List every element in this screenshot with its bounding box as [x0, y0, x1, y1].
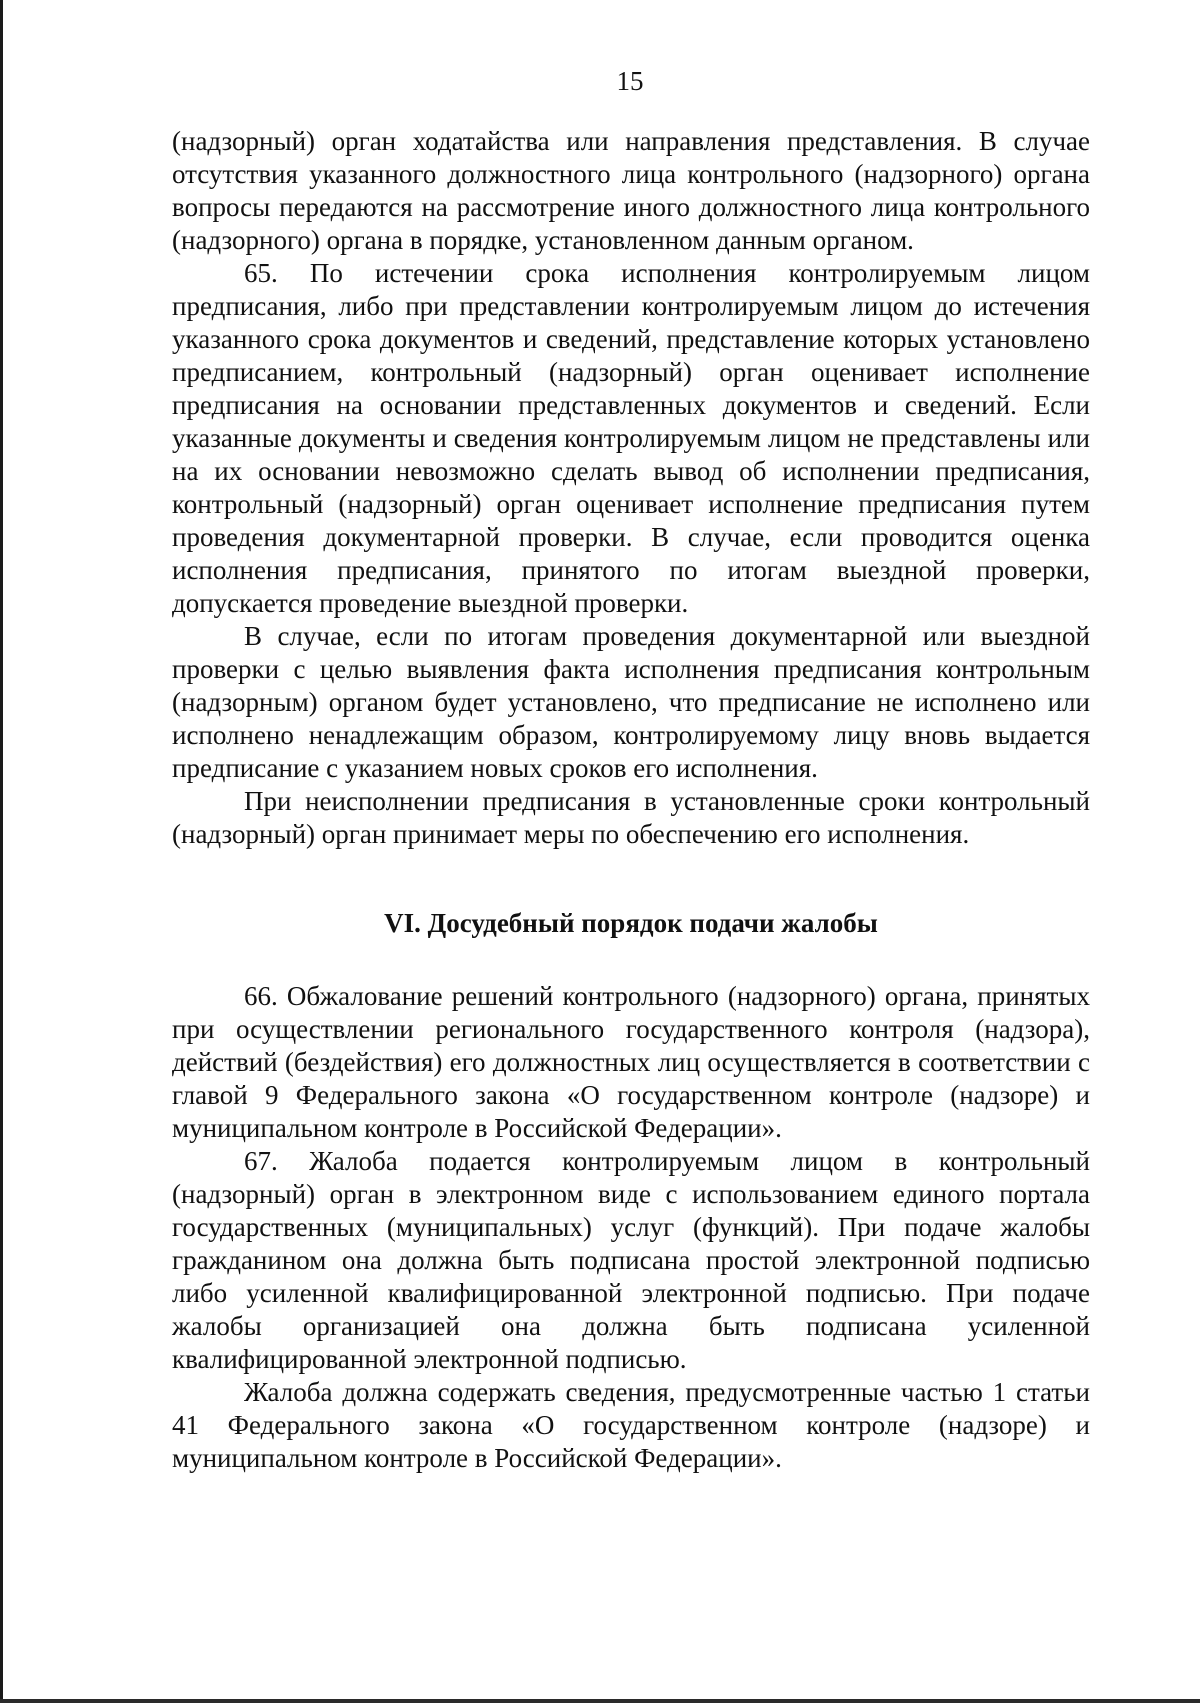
page-number: 15: [616, 66, 644, 96]
document-body: [172, 125, 1090, 1475]
section-heading: VI. Досудебный порядок подачи жалобы: [384, 908, 878, 938]
paragraph-continuation: (надзорный) орган ходатайства или направления представления. В случае отсутствия указанного должностного лица контрольного (надзорного) органа вопросы передаются на рассмотрение иного должностного лица контрольного (надзорного) органа в порядке, установленном данным органом.: [172, 126, 1090, 255]
paragraph-non-execution: При неисполнении предписания в установленные сроки контрольный (надзорный) орган принимает меры по обеспечению его исполнения.: [172, 786, 1090, 849]
paragraph-complaint-content: Жалоба должна содержать сведения, предусмотренные частью 1 статьи 41 Федерального закона «О государственном контроле (надзоре) и муниципальном контроле в Российской Федерации».: [172, 1377, 1090, 1473]
scan-edge-bottom: [0, 1699, 1200, 1703]
paragraph-repeat-order: В случае, если по итогам проведения документарной или выездной проверки с целью выявления факта исполнения предписания контрольным (надзорным) органом будет установлено, что предписание не исполнено или исполнено ненадлежащим образом, контролируемому лицу вновь выдается предписание с указанием новых сроков его исполнения.: [172, 621, 1090, 783]
paragraph-65: 65. По истечении срока исполнения контролируемым лицом предписания, либо при представлении контролируемым лицом до истечения указанного срока документов и сведений, представление которых установлено предписанием, контрольный (надзорный) орган оценивает исполнение предписания на основании представленных документов и сведений. Если указанные документы и сведения контролируемым лицом не представлены или на их основании невозможно сделать вывод об исполнении предписания, контрольный (надзорный) орган оценивает исполнение предписания путем проведения документарной проверки. В случае, если проводится оценка исполнения предписания, принятого по итогам выездной проверки, допускается проведение выездной проверки.: [172, 258, 1090, 618]
scan-edge-left: [0, 0, 3, 1703]
paragraph-66: 66. Обжалование решений контрольного (надзорного) органа, принятых при осуществлении регионального государственного контроля (надзора), действий (бездействия) его должностных лиц осуществляется в соответствии с главой 9 Федерального закона «О государственном контроле (надзоре) и муниципальном контроле в Российской Федерации».: [172, 981, 1090, 1143]
paragraph-67: 67. Жалоба подается контролируемым лицом в контрольный (надзорный) орган в электронном виде с использованием единого портала государственных (муниципальных) услуг (функций). При подаче жалобы гражданином она должна быть подписана простой электронной подписью либо усиленной квалифицированной электронной подписью. При подаче жалобы организацией она должна быть подписана усиленной квалифицированной электронной подписью.: [172, 1146, 1090, 1374]
